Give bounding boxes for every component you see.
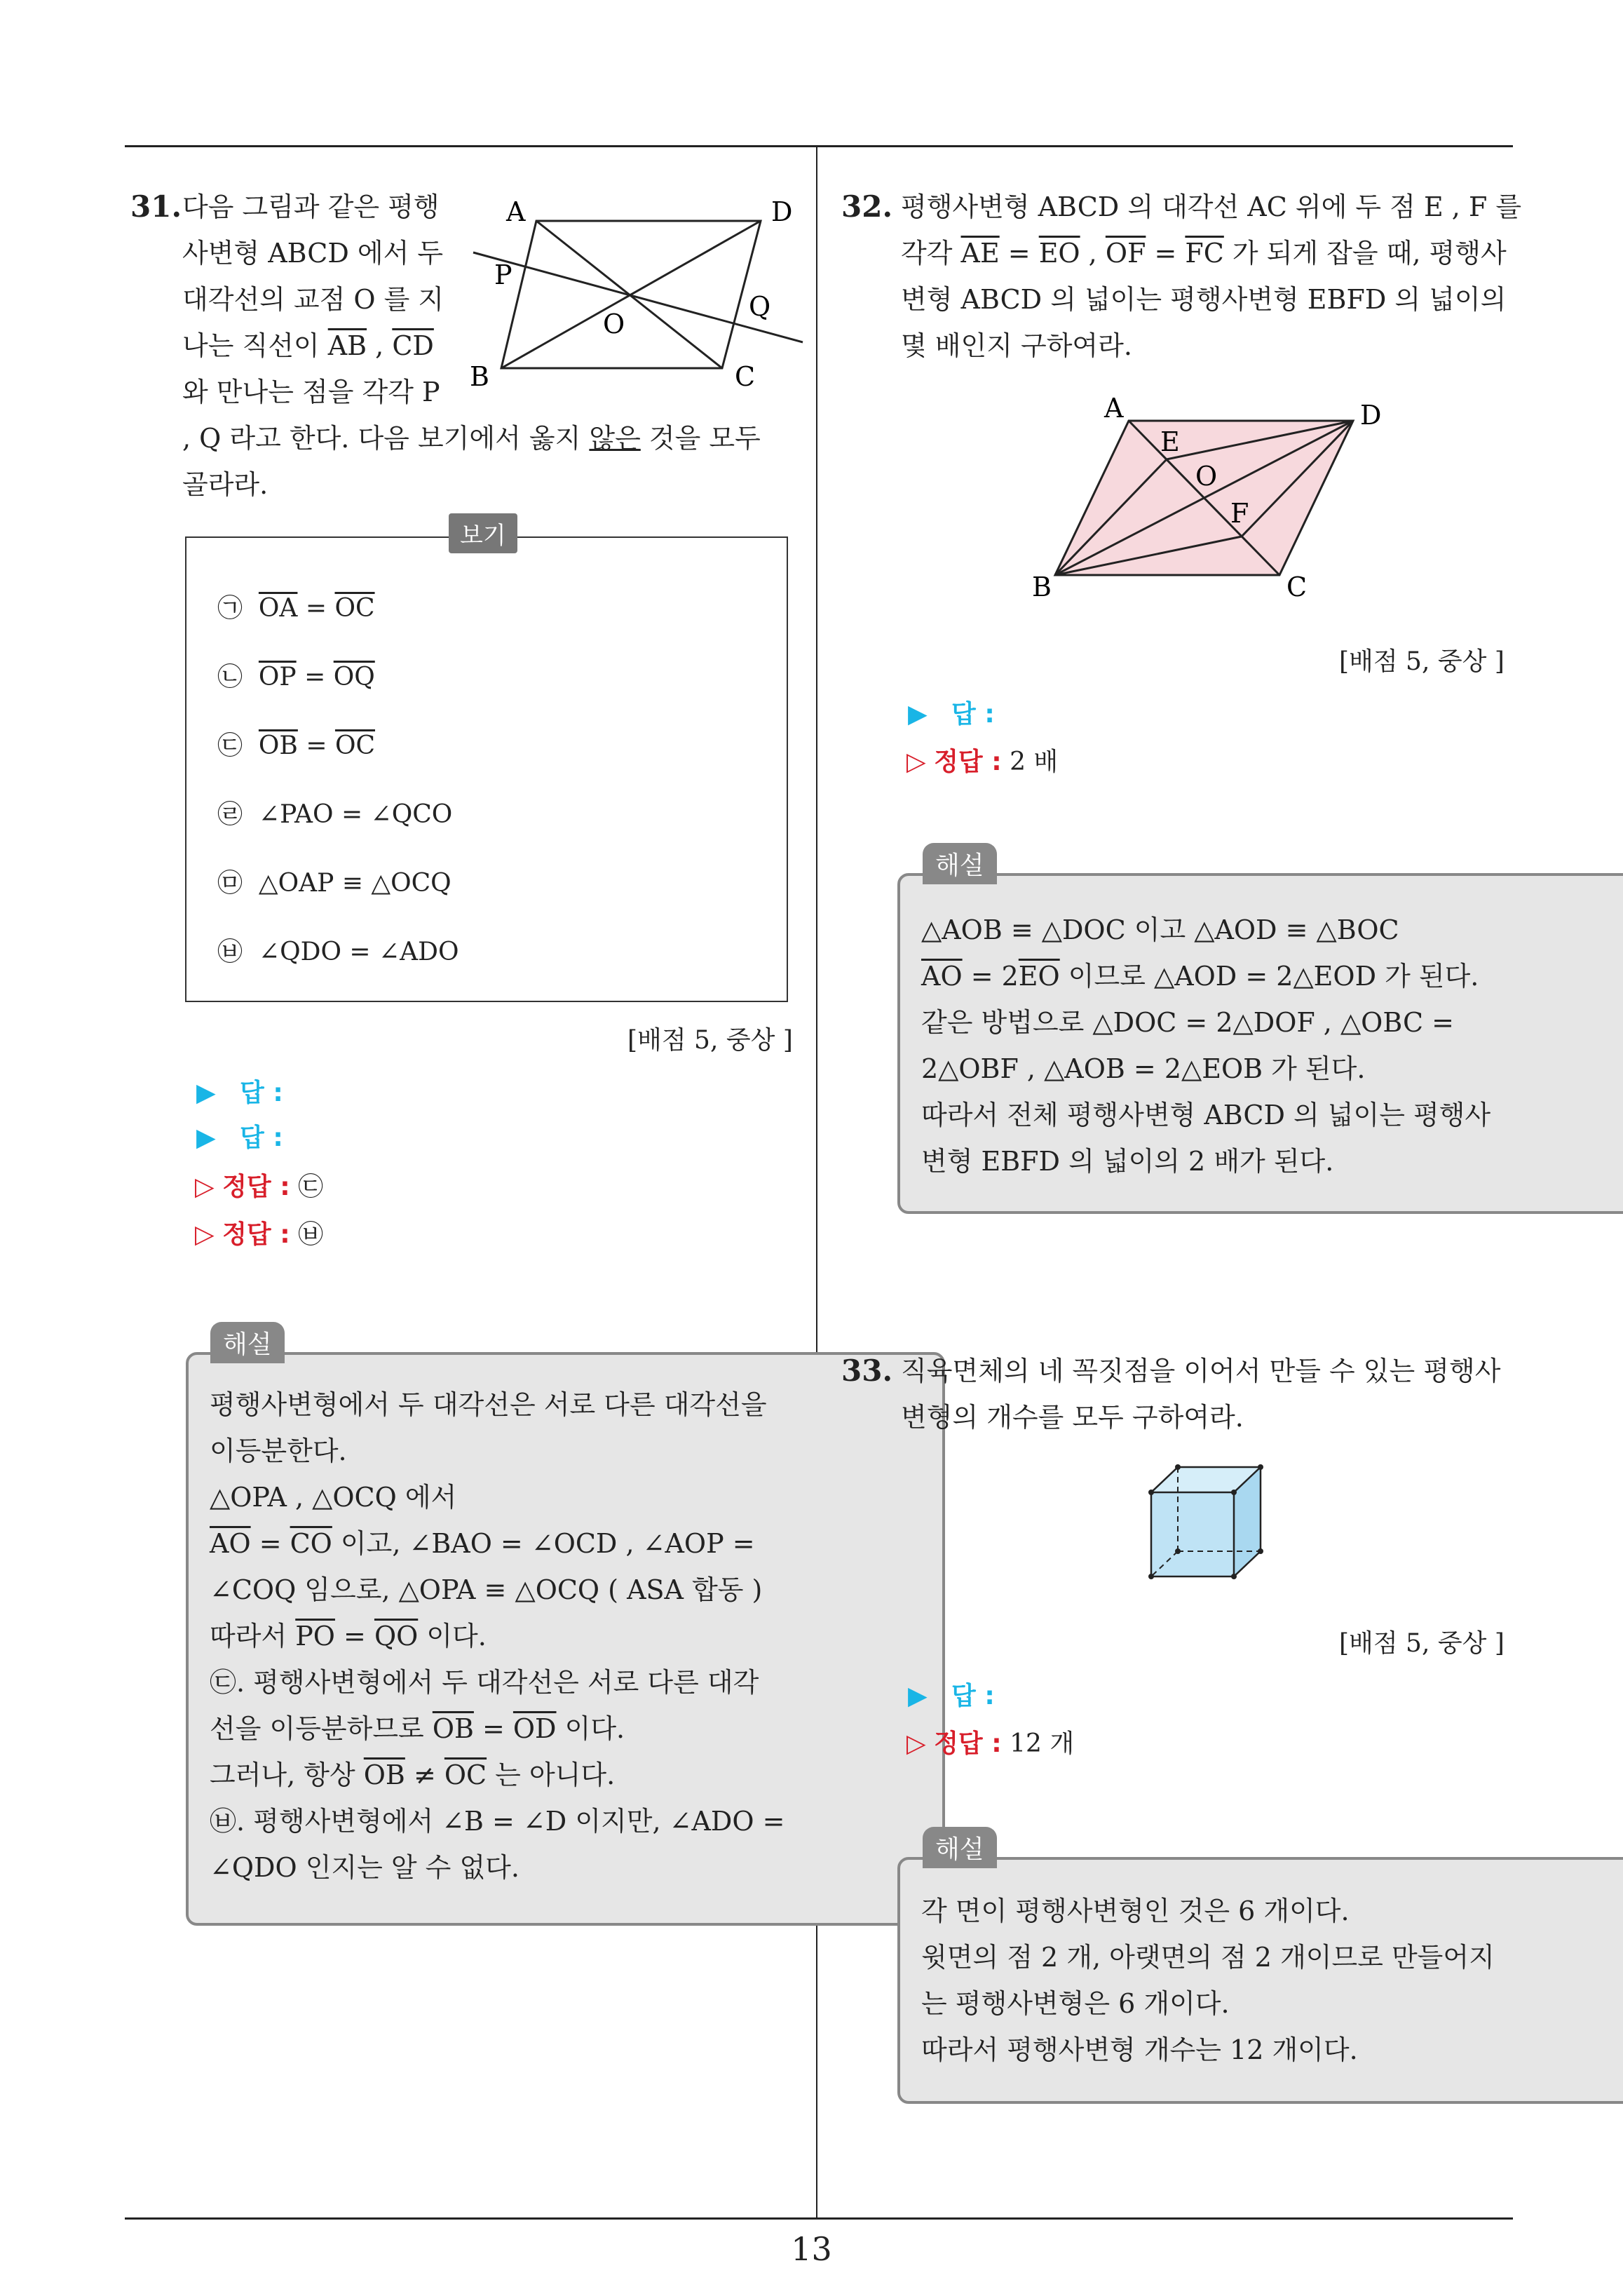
question-text: 직육면체의 네 꼭짓점을 이어서 만들 수 있는 평행사 [901,1356,1501,1386]
triangle-outline-icon: ▷ [195,1173,215,1201]
solution-text: 이등분한다. [210,1436,347,1466]
top-rule [125,145,1513,147]
solution-text: 윗면의 점 2 개, 아랫면의 점 2 개이므로 만들어지 [921,1942,1495,1973]
solution-text: 2△OBF , △AOB = 2△EOB 가 된다. [921,1053,1366,1084]
score: [배점 5, 중상 ] [1339,1629,1505,1658]
label-O: O [1195,461,1218,492]
bogi-item: ㉤ △OAP ≡ △OCQ [217,869,451,898]
play-icon: ▶ [908,1682,928,1710]
solution-text: 그러나, 항상 $\overline{OB} \ne \overline{OC}$ 는 아니다. [210,1760,616,1790]
solution-text: ㉢. 평행사변형에서 두 대각선은 서로 다른 대각 [210,1667,759,1698]
bogi-item: ㉠ $\overline{OA} = \overline{OC}$ [217,594,375,623]
solution-box [897,873,1623,1214]
bogi-item: ㉡ $\overline{OP} = \overline{OQ}$ [217,663,375,691]
solution-tab: 해설 [923,1827,997,1868]
correct-answer-row: ▷ 정답 : ㉥ [195,1220,324,1249]
solution-text: 따라서 $\overline{PO} = \overline{QO}$ 이다. [210,1621,487,1652]
label-D: D [771,196,793,227]
triangle-outline-icon: ▷ [195,1220,215,1249]
solution-text: 는 평행사변형은 6 개이다. [921,1988,1230,2019]
question-text: 다음 그림과 같은 평행 [182,191,440,222]
score: [배점 5, 중상 ] [627,1026,793,1055]
label-E: E [1160,426,1180,457]
correct-answer-row: ▷ 정답 : ㉢ [195,1173,324,1201]
solution-text: 변형 EBFD 의 넓이의 2 배가 된다. [921,1146,1334,1177]
solution-text: 따라서 전체 평행사변형 ABCD 의 넓이는 평행사 [921,1100,1491,1130]
question-text: 각각 $\overline{AE} = \overline{EO}$ , $\overline{OF} = \overline{FC}$ 가 되게 잡을 때, 평행사 [901,238,1507,269]
bottom-rule [125,2217,1513,2220]
question-number: 32. [841,189,893,224]
answer-row: ▶ 답 : [908,1682,995,1710]
label-C: C [735,361,756,392]
label-Q: Q [749,291,771,322]
page-number: 13 [791,2230,832,2268]
question-text: 변형 ABCD 의 넓이는 평행사변형 EBFD 의 넓이의 [901,284,1507,315]
solution-text: $\overline{AO} = 2\overline{EO}$ 이므로 △AOD = 2△EOD 가 된다. [921,961,1479,992]
solution-tab: 해설 [210,1322,285,1363]
question-text: 나는 직선이 $\overline{AB}$ , $\overline{CD}$ [182,330,434,361]
solution-text: 따라서 평행사변형 개수는 12 개이다. [921,2034,1358,2065]
label-B: B [1032,572,1052,600]
solution-text: $\overline{AO} = \overline{CO}$ 이고, ∠BAO = ∠OCD , ∠AOP = [210,1528,755,1559]
question-text: 대각선의 교점 O 를 지 [182,284,444,315]
solution-box [897,1857,1623,2104]
question-text: 평행사변형 ABCD 의 대각선 AC 위에 두 점 E , F 를 [901,191,1522,222]
question-text: , Q 라고 한다. 다음 보기에서 옳지 않은 것을 모두 [182,423,761,454]
label-O: O [603,309,625,339]
parallelogram-ebfd-figure [1017,389,1409,600]
question-number: 31. [130,189,182,224]
cuboid-figure [1143,1459,1269,1592]
question-text: 변형의 개수를 모두 구하여라. [901,1402,1244,1433]
answer-row: ▶ 답 : [196,1079,283,1107]
solution-text: 평행사변형에서 두 대각선은 서로 다른 대각선을 [210,1389,767,1420]
label-P: P [494,259,512,290]
answer-row: ▶ 답 : [908,700,995,729]
play-icon: ▶ [196,1123,216,1152]
bogi-item: ㉢ $\overline{OB} = \overline{OC}$ [217,731,375,760]
solution-text: 각 면이 평행사변형인 것은 6 개이다. [921,1896,1350,1926]
solution-tab: 해설 [923,843,997,884]
question-text: 몇 배인지 구하여라. [901,330,1132,361]
label-A: A [506,196,526,227]
answer-row: ▶ 답 : [196,1123,283,1152]
question-text: 사변형 ABCD 에서 두 [182,238,444,269]
correct-answer-row: ▷ 정답 : 12 개 [906,1729,1075,1758]
solution-text: 같은 방법으로 △DOC = 2△DOF , △OBC = [921,1007,1454,1038]
question-text: 골라라. [182,469,269,500]
label-C: C [1286,572,1308,600]
label-F: F [1230,498,1249,529]
question-number: 33. [841,1353,893,1388]
solution-text: ㉥. 평행사변형에서 ∠B = ∠D 이지만, ∠ADO = [210,1806,785,1837]
play-icon: ▶ [196,1079,216,1107]
question-text: 와 만나는 점을 각각 P [182,377,440,407]
label-B: B [470,361,489,392]
play-icon: ▶ [908,700,928,729]
solution-text: ∠COQ 임으로, △OPA ≡ △OCQ ( ASA 합동 ) [210,1574,763,1605]
parallelogram-figure [463,189,813,400]
correct-answer-row: ▷ 정답 : 2 배 [906,748,1059,776]
solution-text: △AOB ≡ △DOC 이고 △AOD ≡ △BOC [921,914,1399,945]
bogi-item: ㉣ ∠PAO = ∠QCO [217,800,453,829]
score: [배점 5, 중상 ] [1339,647,1505,676]
solution-text: ∠QDO 인지는 알 수 없다. [210,1852,520,1883]
solution-box [186,1352,945,1926]
solution-text: 선을 이등분하므로 $\overline{OB} = \overline{OD}$ 이다. [210,1713,625,1744]
bogi-title: 보기 [449,513,517,553]
solution-text: △OPA , △OCQ 에서 [210,1482,457,1513]
label-D: D [1360,400,1382,431]
bogi-item: ㉥ ∠QDO = ∠ADO [217,938,459,966]
triangle-outline-icon: ▷ [906,748,926,776]
label-A: A [1104,393,1124,424]
triangle-outline-icon: ▷ [906,1729,926,1758]
